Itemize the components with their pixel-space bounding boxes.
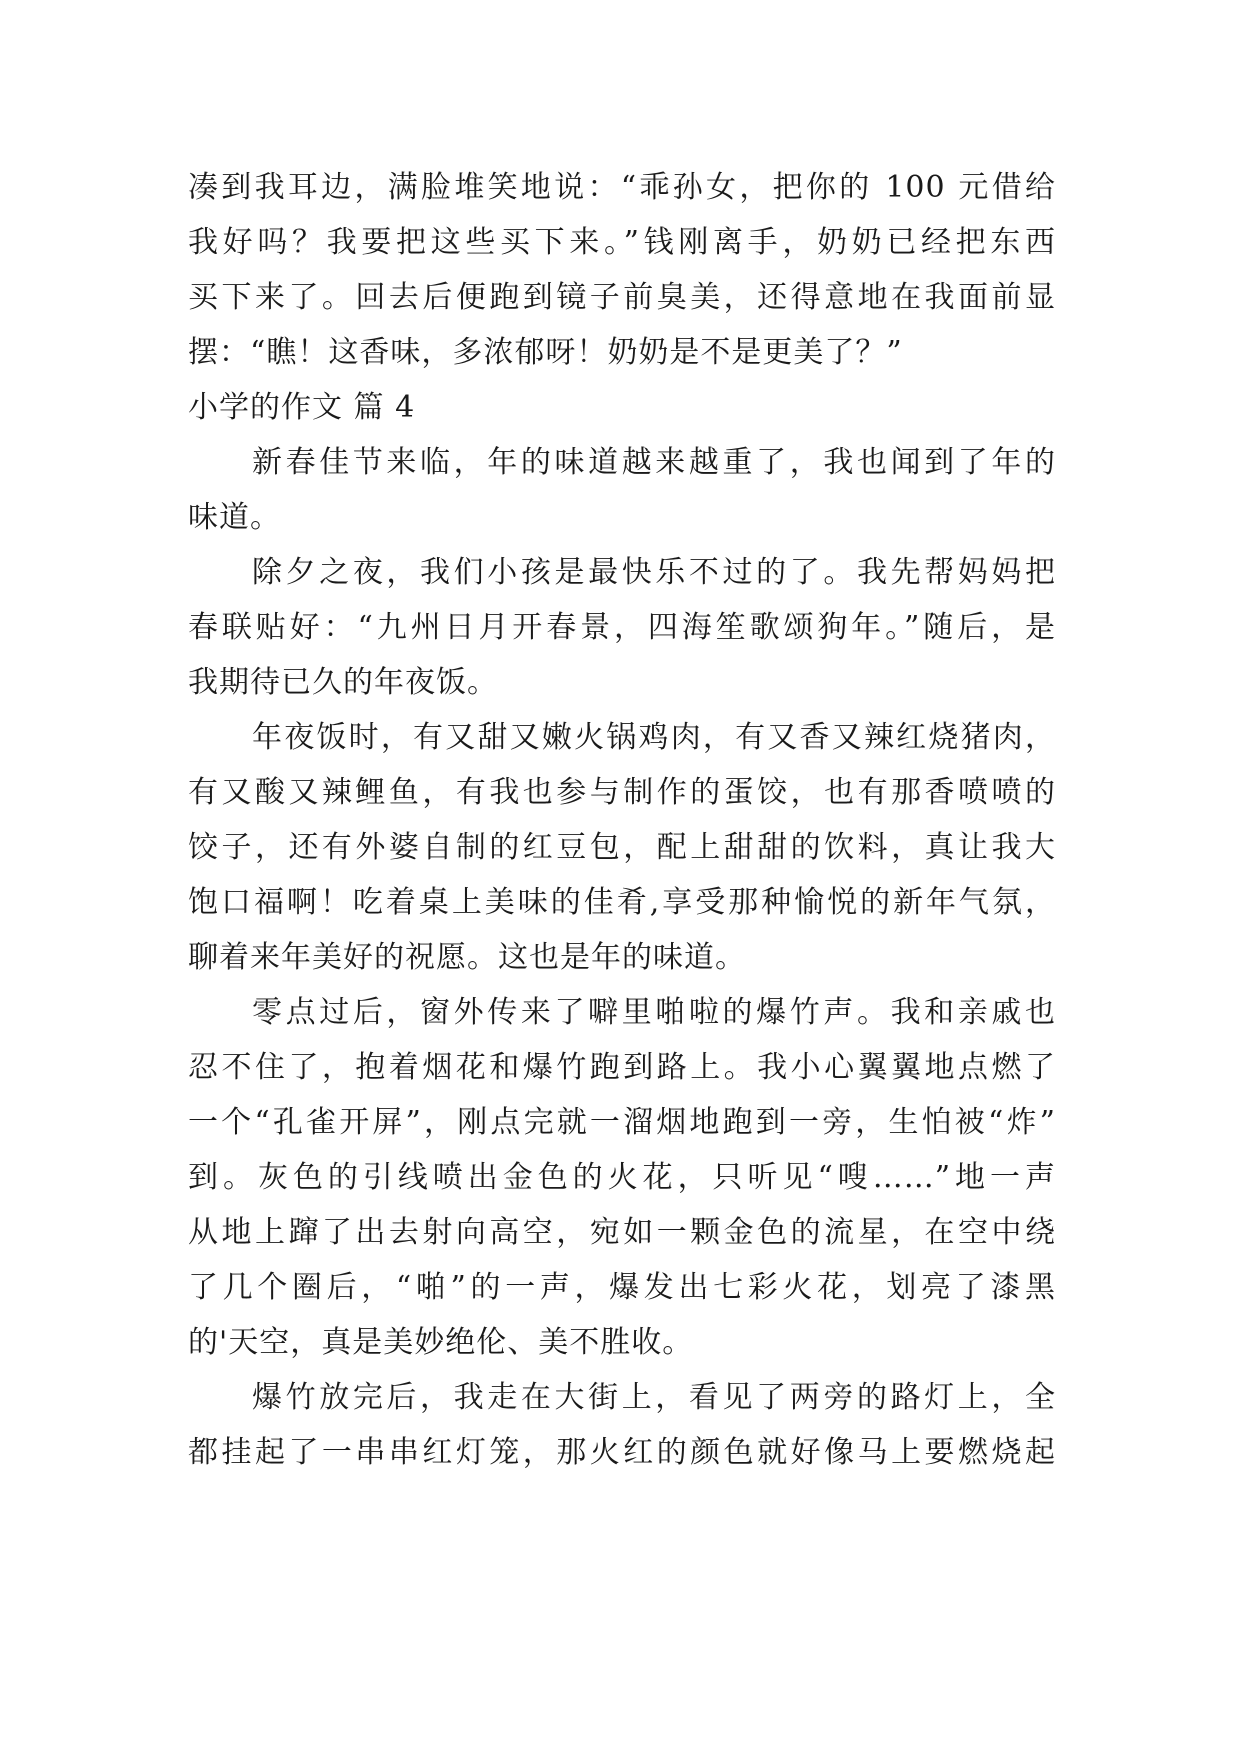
text-line: 凑到我耳边，满脸堆笑地说：“乖孙女，把你的 100 元借给 <box>188 170 1056 205</box>
text-line: 到。灰色的引线喷出金色的火花，只听见“嗖……”地一声 <box>188 1160 1056 1195</box>
paragraph-first-line: 年夜饭时，有又甜又嫩火锅鸡肉，有又香又辣红烧猪肉， <box>252 720 1056 755</box>
paragraph-first-line: 零点过后，窗外传来了噼里啪啦的爆竹声。我和亲戚也 <box>252 995 1056 1030</box>
paragraph-first-line: 新春佳节来临，年的味道越来越重了，我也闻到了年的 <box>252 445 1056 480</box>
text-line: 饱口福啊！吃着桌上美味的佳肴,享受那种愉悦的新年气氛， <box>188 885 1056 920</box>
paragraph-first-line: 除夕之夜，我们小孩是最快乐不过的了。我先帮妈妈把 <box>252 555 1056 590</box>
text-line: 都挂起了一串串红灯笼，那火红的颜色就好像马上要燃烧起 <box>188 1435 1056 1470</box>
essay-body <box>188 160 1056 1480</box>
text-line: 忍不住了，抱着烟花和爆竹跑到路上。我小心翼翼地点燃了 <box>188 1050 1056 1085</box>
text-line: 春联贴好：“九州日月开春景，四海笙歌颂狗年。”随后，是 <box>188 610 1056 645</box>
text-line: 味道。 <box>188 500 281 535</box>
paragraph-first-line: 爆竹放完后，我走在大街上，看见了两旁的路灯上，全 <box>252 1380 1056 1415</box>
text-line: 聊着来年美好的祝愿。这也是年的味道。 <box>188 940 746 975</box>
text-line: 我好吗？我要把这些买下来。”钱刚离手，奶奶已经把东西 <box>188 225 1056 260</box>
text-line: 饺子，还有外婆自制的红豆包，配上甜甜的饮料，真让我大 <box>188 830 1056 865</box>
text-line: 从地上蹿了出去射向高空，宛如一颗金色的流星，在空中绕 <box>188 1215 1056 1250</box>
text-line: 一个“孔雀开屏”，刚点完就一溜烟地跑到一旁，生怕被“炸” <box>188 1105 1056 1140</box>
text-line: 了几个圈后，“啪”的一声，爆发出七彩火花，划亮了漆黑 <box>188 1270 1056 1305</box>
text-line: 有又酸又辣鲤鱼，有我也参与制作的蛋饺，也有那香喷喷的 <box>188 775 1056 810</box>
section-heading: 小学的作文 篇 4 <box>188 390 416 425</box>
text-line: 我期待已久的年夜饭。 <box>188 665 498 700</box>
text-line: 摆：“瞧！这香味，多浓郁呀！奶奶是不是更美了？” <box>188 335 903 370</box>
text-line: 买下来了。回去后便跑到镜子前臭美，还得意地在我面前显 <box>188 280 1056 315</box>
text-line: 的'天空，真是美妙绝伦、美不胜收。 <box>188 1325 694 1360</box>
